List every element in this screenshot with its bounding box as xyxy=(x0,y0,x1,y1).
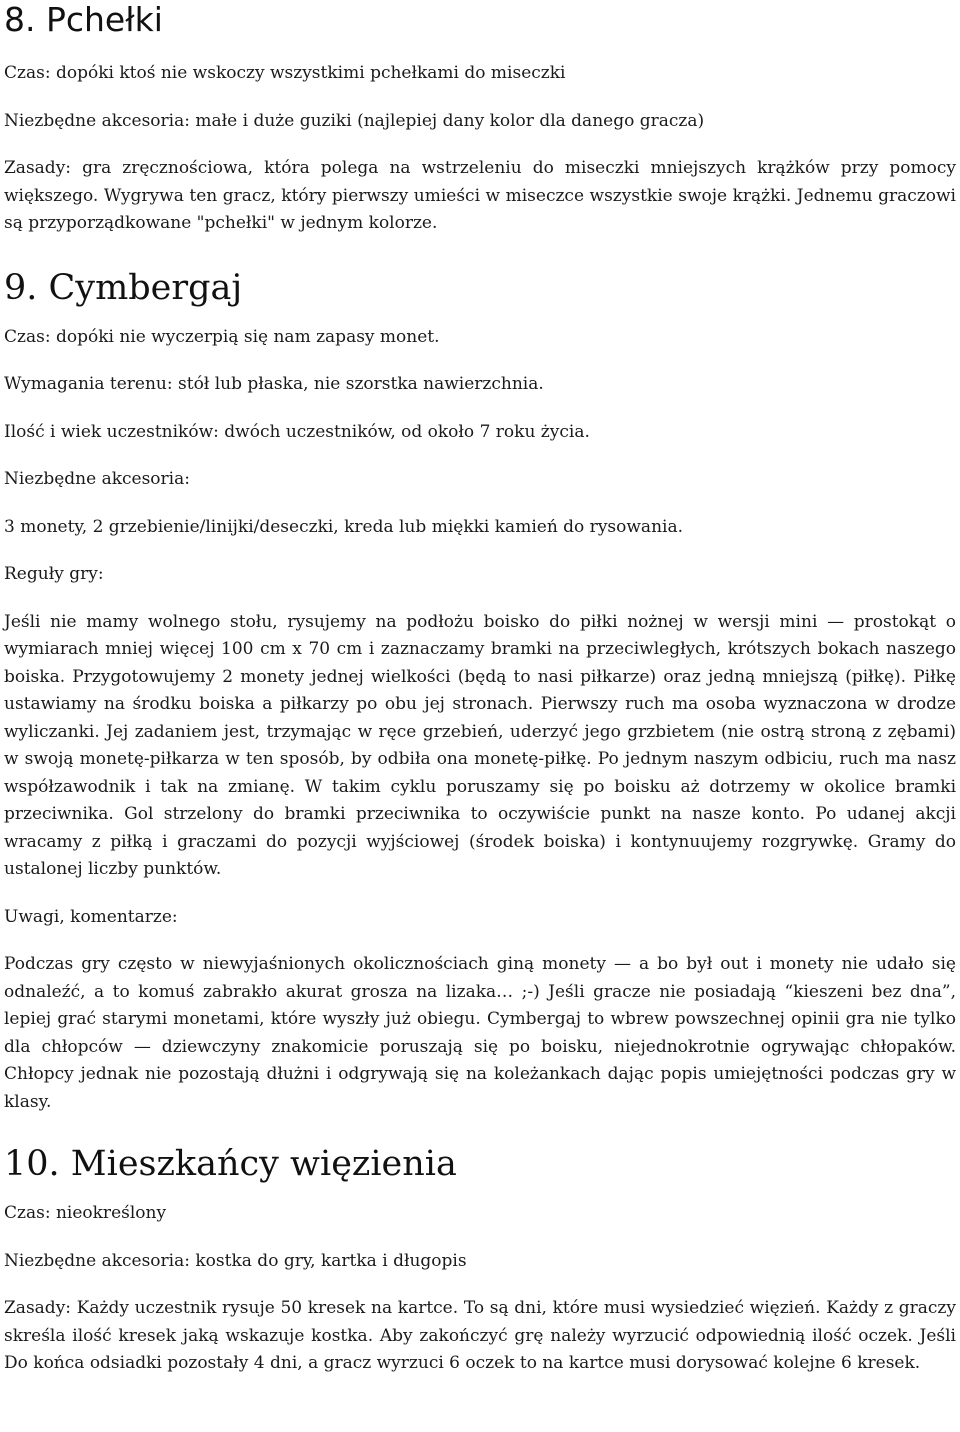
section-heading: 8. Pchełki xyxy=(4,0,163,39)
paragraph-participants: Ilość i wiek uczestników: dwóch uczestników, od około 7 roku życia. xyxy=(4,421,590,442)
paragraph-time: Czas: nieokreślony xyxy=(4,1203,167,1223)
paragraph-rules: Zasady: gra zręcznościowa, która polega na wstrzeleniu do miseczki mniejszych krążków przy pomocy większego. Wygrywa ten gracz, który pierwszy umieści w miseczce wszystkie swoje krążki. Jednemu graczowi są przyporządkowane "pchełki" w jednym kolorze. xyxy=(4,158,956,233)
section-cymbergaj xyxy=(4,266,956,1117)
paragraph-time: Czas: dopóki nie wyczerpią się nam zapasy monet. xyxy=(4,326,440,347)
paragraph-comments-label: Uwagi, komentarze: xyxy=(4,906,178,927)
paragraph-terrain: Wymagania terenu: stół lub płaska, nie szorstka nawierzchnia. xyxy=(4,374,544,394)
paragraph-time: Czas: dopóki ktoś nie wskoczy wszystkimi pchełkami do miseczki xyxy=(4,63,566,83)
paragraph-rules: Jeśli nie mamy wolnego stołu, rysujemy na podłożu boisko do piłki nożnej w wersji mini — prostokąt o wymiarach mniej więcej 100 cm x 70 cm i zaznaczamy bramki na przeciwległych, krótszych bokach naszego boiska. Przygotowujemy 2 monety jednej wielkości (będą to nasi piłkarze) oraz jedną mniejszą (piłkę). Piłkę ustawiamy na środku boiska a piłkarzy po obu jej stronach. Pierwszy ruch ma osoba wyznaczona w drodze wyliczanki. Jej zadaniem jest, trzymając w ręce grzebień, uderzyć jego grzbietem (nie ostrą stroną z zębami) w swoją monetę-piłkarza w ten sposób, by odbiła ona monetę-piłkę. Po jednym naszym odbiciu, ruch ma nasz współzawodnik i tak na zmianę. W takim cyklu poruszamy się po boisku aż dotrzemy w okolice bramki przeciwnika. Gol strzelony do bramki przeciwnika to oczywiście punkt na nasze konto. Po udanej akcji wracamy z piłką i graczami do pozycji wyjściowej (środek boiska) i kontynuujemy rozgrywkę. Gramy do ustalonej liczby punktów. xyxy=(4,611,956,879)
paragraph-accessories-label: Niezbędne akcesoria: xyxy=(4,469,190,489)
paragraph-accessories: 3 monety, 2 grzebienie/linijki/deseczki, kreda lub miękki kamień do rysowania. xyxy=(4,516,683,537)
section-mieszkancy-wiezienia xyxy=(4,1142,956,1378)
section-heading: 10. Mieszkańcy więzienia xyxy=(4,1144,457,1184)
section-heading: 9. Cymbergaj xyxy=(4,267,243,308)
section-pchelki xyxy=(4,0,956,238)
paragraph-rules-label: Reguły gry: xyxy=(4,564,104,584)
paragraph-comments: Podczas gry często w niewyjaśnionych okolicznościach giną monety — a bo był out i monety nie udało się odnaleźć, a to komuś zabrakło akurat grosza na lizaka… ;-) Jeśli gracze nie posiadają “kieszeni bez dna”, lepiej grać starymi monetami, które wyszły już obiegu. Cymbergaj to wbrew powszechnej opinii gra nie tylko dla chłopców — dziewczyny znakomicie poruszają się po boisku, niejednokrotnie ogrywając chłopaków. Chłopcy jednak nie pozostają dłużni i odgrywają się na koleżankach dając popis umiejętności podczas gry w klasy. xyxy=(4,954,956,1112)
paragraph-accessories: Niezbędne akcesoria: małe i duże guziki (najlepiej dany kolor dla danego gracza) xyxy=(4,110,705,131)
paragraph-accessories: Niezbędne akcesoria: kostka do gry, kartka i długopis xyxy=(4,1250,467,1271)
paragraph-rules: Zasady: Każdy uczestnik rysuje 50 kresek na kartce. To są dni, które musi wysiedzieć więzień. Każdy z graczy skreśla ilość kresek jaką wskazuje kostka. Aby zakończyć grę należy wyrzucić odpowiednią ilość oczek. Jeśli Do końca odsiadki pozostały 4 dni, a gracz wyrzuci 6 oczek to na kartce musi dorysować kolejne 6 kresek. xyxy=(4,1298,956,1373)
